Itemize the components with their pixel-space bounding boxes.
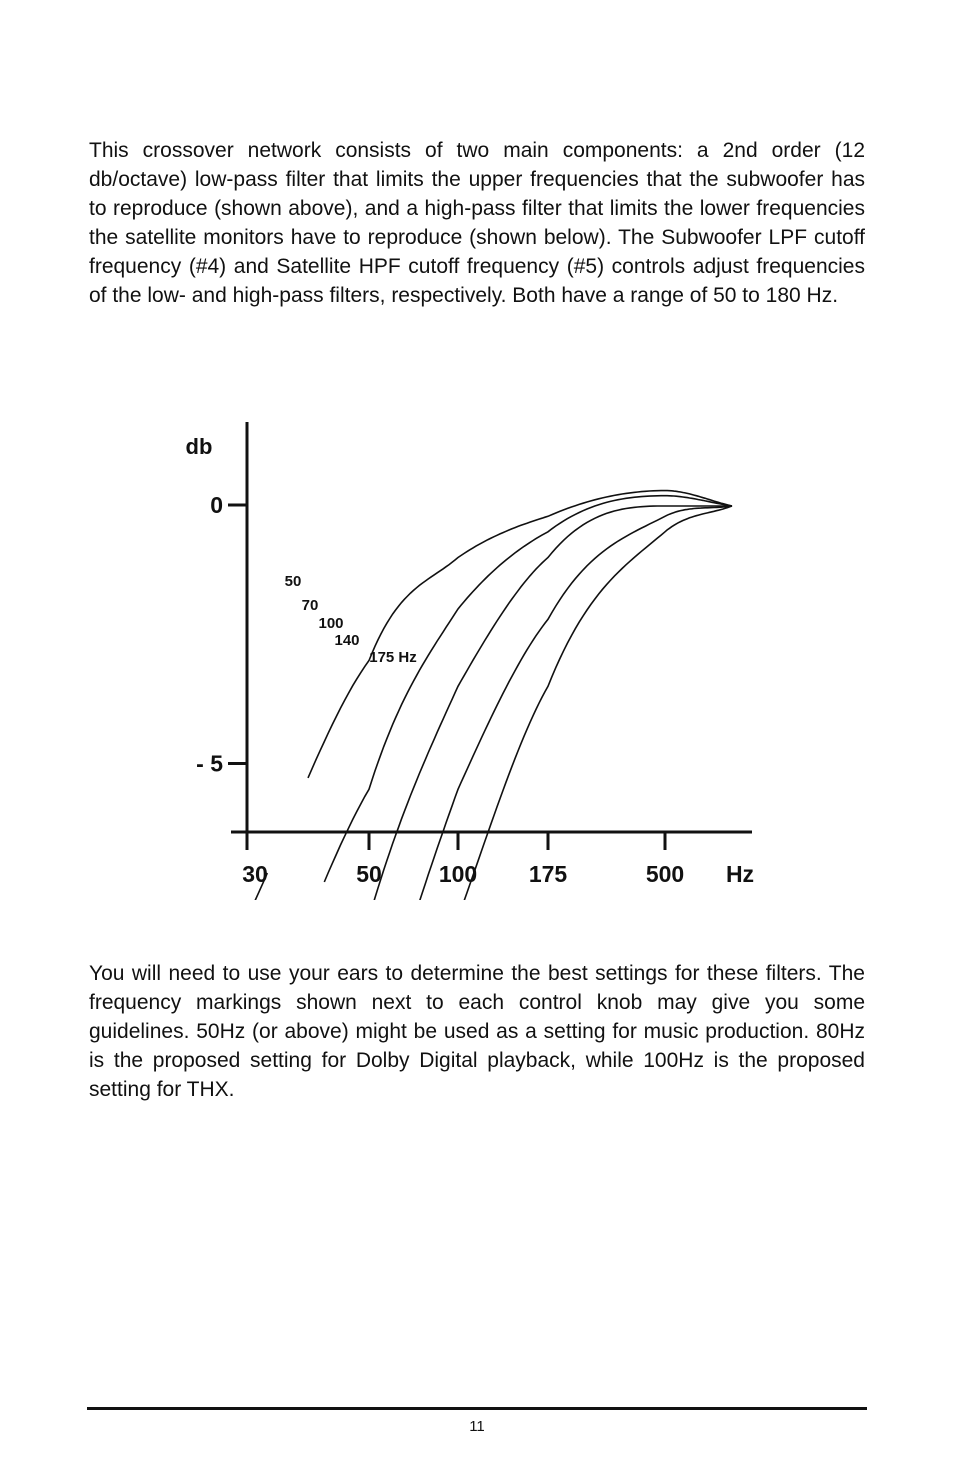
- x-axis-label: Hz: [725, 861, 755, 887]
- intro-paragraph: This crossover network consists of two main components: a 2nd order (12 db/octave) low-pass filter that limits the upper frequencies that the subwoofer has to reproduce (shown above), and a high-pass filter that limits the lower frequencies the satellite monitors have to reproduce (shown below). The Subwoofer LPF cutoff frequency (#4) and Satellite HPF cutoff frequency (#5) controls adjust frequencies of the low- and high-pass filters, respectively. Both have a range of 50 to 180 Hz.: [89, 139, 865, 307]
- curve-100: [353, 506, 732, 900]
- curve-50: [308, 491, 732, 778]
- y-tick-label: - 5: [196, 750, 223, 777]
- advice-paragraph: You will need to use your ears to determine the best settings for these filters. The frequency markings shown next to each control knob may give you some guidelines. 50Hz (or above) might be used as a setting for music production. 80Hz is the proposed setting for Dolby Digital playback, while 100Hz is the proposed setting for THX.: [89, 962, 865, 1101]
- y-axis-label: db: [185, 434, 213, 459]
- curve-label: 140: [334, 632, 360, 649]
- x-tick-label: 30: [242, 861, 268, 887]
- curve-label: 50: [284, 573, 302, 590]
- y-tick-label: 0: [210, 492, 223, 518]
- frequency-response-chart: [0, 400, 954, 900]
- curve-175-hz: [425, 506, 732, 900]
- chart-curves: [247, 491, 732, 901]
- footer-rule: [87, 1407, 867, 1410]
- curve-70: [324, 496, 732, 882]
- page-number: 11: [469, 1418, 485, 1435]
- x-tick-label: 100: [438, 861, 478, 887]
- x-tick-label: 175: [528, 861, 568, 887]
- curve-140: [369, 506, 732, 900]
- curve-label: 70: [301, 597, 319, 614]
- x-tick-label: 500: [645, 861, 685, 887]
- curve-label: 100: [318, 615, 344, 632]
- x-tick-label: 50: [356, 861, 382, 887]
- curve-label: 175 Hz: [369, 649, 417, 666]
